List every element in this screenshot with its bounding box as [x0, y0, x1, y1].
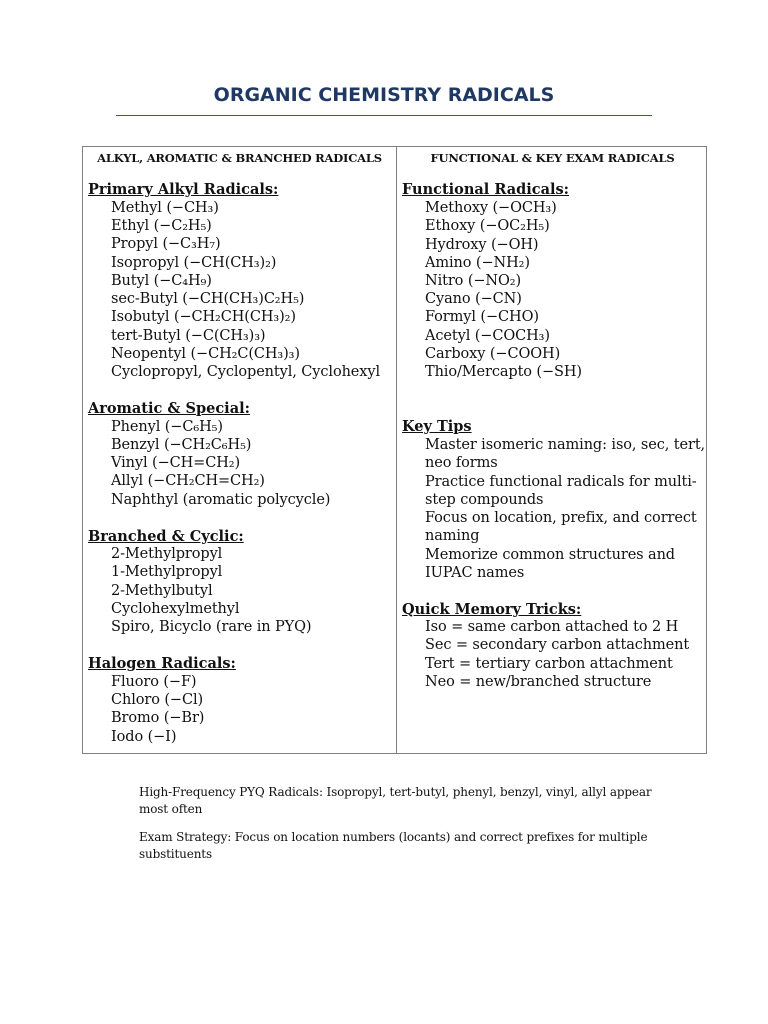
section-heading-memory-tricks: Quick Memory Tricks: [402, 601, 582, 618]
left-column-header: ALKYL, AROMATIC & BRANCHED RADICALS [97, 151, 382, 165]
right-column [397, 147, 708, 753]
list-item: Amino (−NH₂) [425, 255, 530, 271]
list-item: Cyano (−CN) [425, 291, 522, 307]
note-exam-strategy: Exam Strategy: Focus on location numbers (locants) and correct prefixes for multiple substituents [139, 830, 648, 861]
list-item: Ethoxy (−OC₂H₅) [425, 218, 550, 234]
list-item: Allyl (−CH₂CH=CH₂) [111, 473, 265, 489]
list-item: 2-Methylbutyl [111, 583, 213, 599]
list-item: Isopropyl (−CH(CH₃)₂) [111, 255, 277, 271]
list-item: Butyl (−C₄H₉) [111, 273, 212, 289]
list-item: Vinyl (−CH=CH₂) [111, 455, 241, 471]
list-item: Spiro, Bicyclo (rare in PYQ) [111, 619, 312, 635]
list-item: Bromo (−Br) [111, 710, 205, 726]
list-item: Naphthyl (aromatic polycycle) [111, 492, 331, 508]
list-item: Methoxy (−OCH₃) [425, 200, 557, 216]
title-underline [116, 115, 652, 116]
list-item: Memorize common structures and IUPAC names [425, 547, 675, 582]
list-item: sec-Butyl (−CH(CH₃)C₂H₅) [111, 291, 305, 307]
list-item: Carboxy (−COOH) [425, 346, 561, 362]
list-item: Cyclohexylmethyl [111, 601, 240, 617]
list-item: Acetyl (−COCH₃) [425, 328, 550, 344]
list-item: Propyl (−C₃H₇) [111, 236, 221, 252]
list-item: Fluoro (−F) [111, 674, 197, 690]
list-item: Practice functional radicals for multi-step compounds [425, 474, 697, 509]
list-item: Master isomeric naming: iso, sec, tert, neo forms [425, 437, 706, 472]
right-column-header: FUNCTIONAL & KEY EXAM RADICALS [430, 151, 675, 165]
section-heading-primary-alkyl: Primary Alkyl Radicals: [88, 181, 279, 198]
list-item: Iso = same carbon attached to 2 H [425, 619, 679, 635]
note-high-frequency: High-Frequency PYQ Radicals: Isopropyl, tert-butyl, phenyl, benzyl, vinyl, allyl appear most often [139, 785, 652, 816]
list-item: 2-Methylpropyl [111, 546, 223, 562]
section-heading-functional: Functional Radicals: [402, 181, 569, 198]
section-heading-halogen: Halogen Radicals: [88, 655, 236, 672]
list-item: Focus on location, prefix, and correct naming [425, 510, 697, 545]
list-item: Formyl (−CHO) [425, 309, 539, 325]
list-item: Neo = new/branched structure [425, 674, 652, 690]
list-item: Cyclopropyl, Cyclopentyl, Cyclohexyl [111, 364, 380, 380]
list-item: Thio/Mercapto (−SH) [425, 364, 582, 380]
list-item: Phenyl (−C₆H₅) [111, 419, 223, 435]
list-item: Ethyl (−C₂H₅) [111, 218, 212, 234]
list-item: Iodo (−I) [111, 729, 177, 745]
list-item: Sec = secondary carbon attachment [425, 637, 690, 653]
list-item: Isobutyl (−CH₂CH(CH₃)₂) [111, 309, 296, 325]
list-item: 1-Methylpropyl [111, 564, 223, 580]
radicals-table [82, 146, 707, 754]
list-item: Chloro (−Cl) [111, 692, 204, 708]
section-heading-aromatic-special: Aromatic & Special: [88, 400, 250, 417]
list-item: Benzyl (−CH₂C₆H₅) [111, 437, 252, 453]
list-item: Neopentyl (−CH₂C(CH₃)₃) [111, 346, 300, 362]
list-item: Hydroxy (−OH) [425, 237, 539, 253]
list-item: Nitro (−NO₂) [425, 273, 522, 289]
left-column [83, 147, 396, 753]
section-heading-key-tips: Key Tips [402, 418, 472, 435]
list-item: Tert = tertiary carbon attachment [425, 656, 673, 672]
section-heading-branched-cyclic: Branched & Cyclic: [88, 528, 244, 545]
list-item: Methyl (−CH₃) [111, 200, 219, 216]
page-title: ORGANIC CHEMISTRY RADICALS [213, 84, 555, 106]
list-item: tert-Butyl (−C(CH₃)₃) [111, 328, 266, 344]
